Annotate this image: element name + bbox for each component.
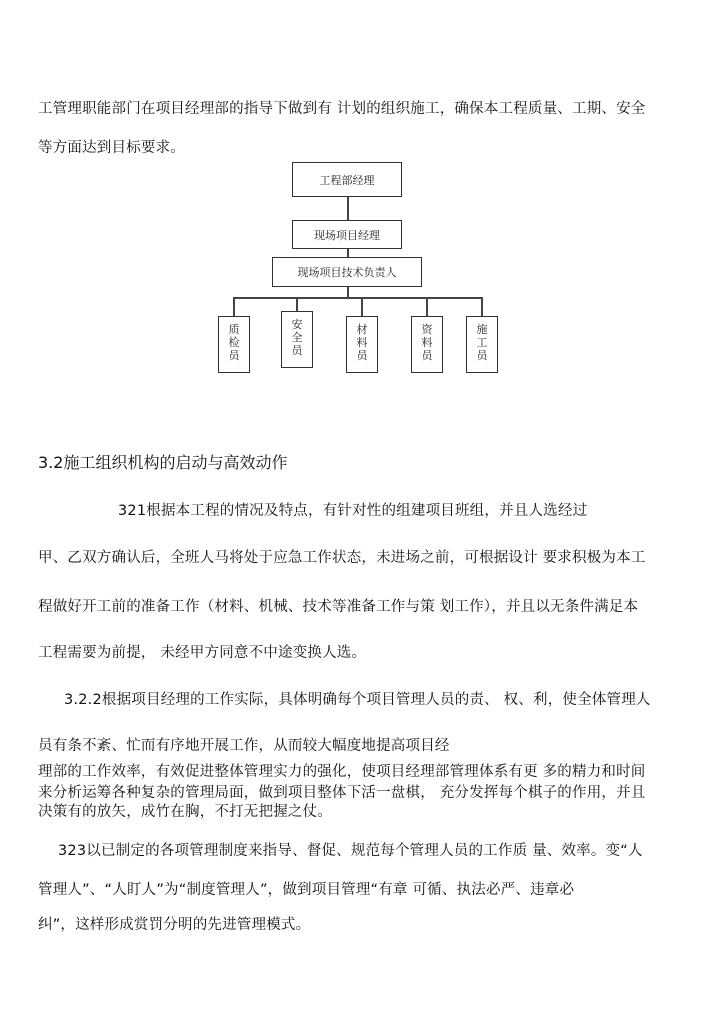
paragraph-line: 管理人”、“人盯人”为“制度管理人”，做到项目管理“有章 可循、执法必严、违章必 [38, 882, 575, 898]
org-box-top: 工程部经理 [292, 162, 402, 197]
section-heading: 3.2施工组织机构的启动与高效动作 [38, 453, 288, 472]
intro-line-2: 等方面达到目标要求。 [38, 140, 185, 156]
paragraph-line: 323以已制定的各项管理制度来指导、督促、规范每个管理人员的工作质 量、效率。变“人 [58, 843, 643, 859]
org-box-second: 现场项目经理 [292, 220, 402, 249]
paragraph-line: 员有条不紊、忙而有序地开展工作，从而较大幅度地提高项目经 [38, 738, 450, 754]
org-connector [347, 249, 349, 257]
org-connector [481, 297, 483, 317]
org-connector [296, 297, 298, 312]
org-box-quality-inspector: 质 检 员 [218, 316, 250, 373]
org-box-document-officer: 资 料 员 [411, 316, 443, 373]
org-box-third: 现场项目技术负责人 [272, 257, 422, 287]
paragraph-line: 程做好开工前的准备工作（材料、机械、技术等准备工作与策 划工作），并且以无条件满足本 [38, 599, 639, 615]
paragraph-line: 理部的工作效率，有效促进整体管理实力的强化，使项目经理部管理体系有更 多的精力和时间 [38, 764, 646, 780]
org-box-safety-officer: 安 全 员 [281, 311, 313, 368]
intro-line-1: 工管理职能部门在项目经理部的指导下做到有 计划的组织施工，确保本工程质量、工期、安全 [38, 101, 646, 117]
org-connector [361, 297, 363, 317]
paragraph-line: 工程需要为前提， 未经甲方同意不中途变换人选。 [38, 645, 367, 661]
paragraph-line: 321根据本工程的情况及特点，有针对性的组建项目班组，并且人选经过 [118, 503, 588, 519]
org-connector [426, 297, 428, 317]
org-connector [233, 297, 235, 317]
paragraph-line: 3.2.2根据项目经理的工作实际，具体明确每个项目管理人员的责、 权、利，使全体管理人 [64, 692, 651, 708]
paragraph-line: 甲、乙双方确认后，全班人马将处于应急工作状态，未进场之前，可根据设计 要求积极为本工 [38, 550, 646, 566]
paragraph-line: 决策有的放矢，成竹在胸，不打无把握之仗。 [38, 804, 332, 820]
paragraph-line: 纠”，这样形成赏罚分明的先进管理模式。 [38, 917, 311, 933]
org-box-material-officer: 材 料 员 [346, 316, 378, 373]
org-connector [347, 197, 349, 220]
org-box-construction-officer: 施 工 员 [466, 316, 498, 373]
paragraph-line: 来分析运筹各种复杂的管理局面，做到项目整体下活一盘棋， 充分发挥每个棋子的作用，并且 [38, 785, 646, 801]
org-branch-line [233, 297, 482, 299]
